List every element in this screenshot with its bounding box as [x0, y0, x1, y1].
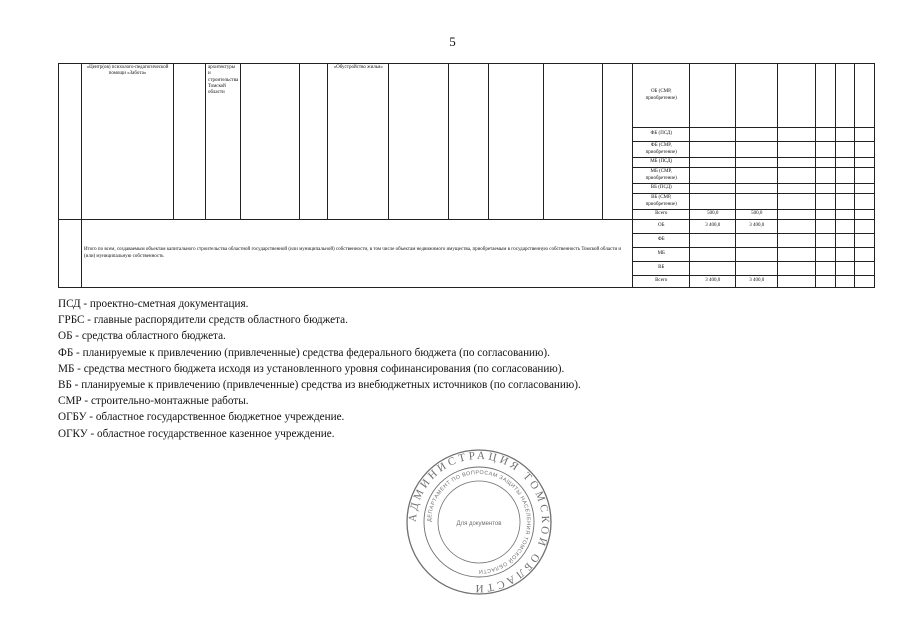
- value-cell: 500,0: [690, 210, 736, 220]
- value-cell: [736, 142, 778, 158]
- value-cell: 3 400,0: [690, 276, 736, 288]
- stamp-center-text: Для документов: [456, 521, 502, 527]
- official-stamp: [405, 448, 553, 596]
- source-label: ОБ: [633, 220, 690, 234]
- abbreviation-note: ГРБС - главные распорядители средств областного бюджета.: [58, 314, 348, 327]
- source-label: МБ: [633, 248, 690, 262]
- value-cell: [736, 184, 778, 194]
- empty-cell: [816, 234, 836, 248]
- empty-cell: [855, 168, 875, 184]
- empty-cell: [816, 128, 836, 142]
- empty-cell: [449, 64, 489, 220]
- empty-cell: [300, 64, 328, 220]
- empty-cell: [836, 168, 855, 184]
- empty-cell: [816, 168, 836, 184]
- stamp-outer-text: АДМИНИСТРАЦИЯ ТОМСКОЙ ОБЛАСТИ: [406, 449, 552, 595]
- source-label: Всего: [633, 276, 690, 288]
- value-cell: [736, 168, 778, 184]
- value-cell: [736, 128, 778, 142]
- empty-cell: [855, 262, 875, 276]
- cell-number: [59, 220, 82, 288]
- empty-cell: [778, 220, 816, 234]
- value-cell: [690, 262, 736, 276]
- abbreviations-list: [58, 296, 858, 442]
- empty-cell: [855, 142, 875, 158]
- empty-cell: [836, 184, 855, 194]
- empty-cell: [603, 64, 633, 220]
- empty-cell: [778, 64, 816, 128]
- empty-cell: [855, 184, 875, 194]
- empty-cell: [855, 64, 875, 128]
- total-source-row: [59, 220, 875, 234]
- value-cell: [736, 64, 778, 128]
- section-cell: «Обустройство жилья»: [328, 64, 389, 220]
- empty-cell: [836, 234, 855, 248]
- empty-cell: [778, 210, 816, 220]
- empty-cell: [836, 248, 855, 262]
- source-label: ВБ (ПСД): [633, 184, 690, 194]
- empty-cell: [855, 220, 875, 234]
- empty-cell: [816, 184, 836, 194]
- empty-cell: [778, 234, 816, 248]
- value-cell: [690, 64, 736, 128]
- empty-cell: [836, 64, 855, 128]
- empty-cell: [816, 194, 836, 210]
- value-cell: [690, 248, 736, 262]
- empty-cell: [836, 220, 855, 234]
- empty-cell: [836, 276, 855, 288]
- empty-cell: [816, 64, 836, 128]
- value-cell: [736, 158, 778, 168]
- value-cell: [690, 234, 736, 248]
- empty-cell: [816, 142, 836, 158]
- source-label: ОБ (СМР, приобретение): [633, 64, 690, 128]
- value-cell: [690, 194, 736, 210]
- value-cell: [736, 194, 778, 210]
- source-label: ВБ: [633, 262, 690, 276]
- empty-cell: [816, 262, 836, 276]
- source-label: ФБ: [633, 234, 690, 248]
- source-row: [59, 64, 875, 128]
- empty-cell: [836, 128, 855, 142]
- empty-cell: [836, 194, 855, 210]
- object-name-cell: «Центр(ов) психолого-педагогической помощи «Забота»: [82, 64, 174, 220]
- empty-cell: [855, 158, 875, 168]
- empty-cell: [778, 262, 816, 276]
- value-cell: 500,0: [736, 210, 778, 220]
- source-label: ФБ (СМР, приобретение): [633, 142, 690, 158]
- empty-cell: [816, 158, 836, 168]
- stamp-ring-text: ДЕПАРТАМЕНТ ПО ВОПРОСАМ ЗАЩИТЫ НАСЕЛЕНИЯ ТОМСКОЙ ОБЛАСТИ: [426, 469, 532, 575]
- empty-cell: [816, 276, 836, 288]
- value-cell: [736, 234, 778, 248]
- value-cell: [690, 168, 736, 184]
- value-cell: [736, 248, 778, 262]
- abbreviation-note: ФБ - планируемые к привлечению (привлеченные) средства федерального бюджета (по согласованию).: [58, 346, 550, 359]
- empty-cell: [836, 142, 855, 158]
- empty-cell: [836, 210, 855, 220]
- empty-cell: [855, 128, 875, 142]
- empty-cell: [836, 158, 855, 168]
- empty-cell: [778, 194, 816, 210]
- grand-total-label: Итого по всем, создаваемым объектам капитального строительства областной государственной (или муниципальной) собственности, в том числе объектам недвижимого имущества, приобретаемым в государственную собственность Томской области и (или) муниципальную собственность: [82, 220, 633, 288]
- empty-cell: [778, 128, 816, 142]
- source-label: МБ (ПСД): [633, 158, 690, 168]
- empty-cell: [816, 220, 836, 234]
- empty-cell: [778, 142, 816, 158]
- source-label: ВБ (СМР, приобретение): [633, 194, 690, 210]
- source-label: МБ (СМР, приобретение): [633, 168, 690, 184]
- empty-cell: [778, 184, 816, 194]
- customer-cell: архитектуры и строительства Томской области: [206, 64, 241, 220]
- empty-cell: [816, 248, 836, 262]
- program-objects-table: [58, 63, 875, 288]
- abbreviation-note: ПСД - проектно-сметная документация.: [58, 298, 249, 310]
- empty-cell: [778, 158, 816, 168]
- abbreviation-note: ОГБУ - областное государственное бюджетное учреждение.: [58, 411, 345, 424]
- value-cell: 3 400,0: [736, 276, 778, 288]
- cell-number: [59, 64, 82, 220]
- empty-cell: [836, 262, 855, 276]
- value-cell: [690, 158, 736, 168]
- empty-cell: [241, 64, 300, 220]
- abbreviation-note: ВБ - планируемые к привлечению (привлеченные) средства из внебюджетных источников (по согласованию).: [58, 379, 581, 392]
- abbreviation-note: СМР - строительно-монтажные работы.: [58, 395, 249, 408]
- abbreviation-note: МБ - средства местного бюджета исходя из установленного уровня софинансирования (по согласованию).: [58, 362, 565, 375]
- empty-cell: [855, 194, 875, 210]
- value-cell: [736, 262, 778, 276]
- empty-cell: [855, 234, 875, 248]
- empty-cell: [544, 64, 603, 220]
- empty-cell: [778, 168, 816, 184]
- abbreviation-note: ОГКУ - областное государственное казенное учреждение.: [58, 427, 335, 440]
- value-cell: [690, 142, 736, 158]
- empty-cell: [855, 248, 875, 262]
- empty-cell: [778, 248, 816, 262]
- value-cell: [690, 184, 736, 194]
- empty-cell: [389, 64, 449, 220]
- value-cell: 3 400,0: [736, 220, 778, 234]
- empty-cell: [855, 276, 875, 288]
- empty-cell: [489, 64, 544, 220]
- value-cell: [690, 128, 736, 142]
- value-cell: 3 400,0: [690, 220, 736, 234]
- source-label: ФБ (ПСД): [633, 128, 690, 142]
- empty-cell: [174, 64, 206, 220]
- page-number: 5: [449, 34, 456, 49]
- abbreviation-note: ОБ - средства областного бюджета.: [58, 330, 226, 343]
- empty-cell: [816, 210, 836, 220]
- empty-cell: [855, 210, 875, 220]
- empty-cell: [778, 276, 816, 288]
- source-label: Всего: [633, 210, 690, 220]
